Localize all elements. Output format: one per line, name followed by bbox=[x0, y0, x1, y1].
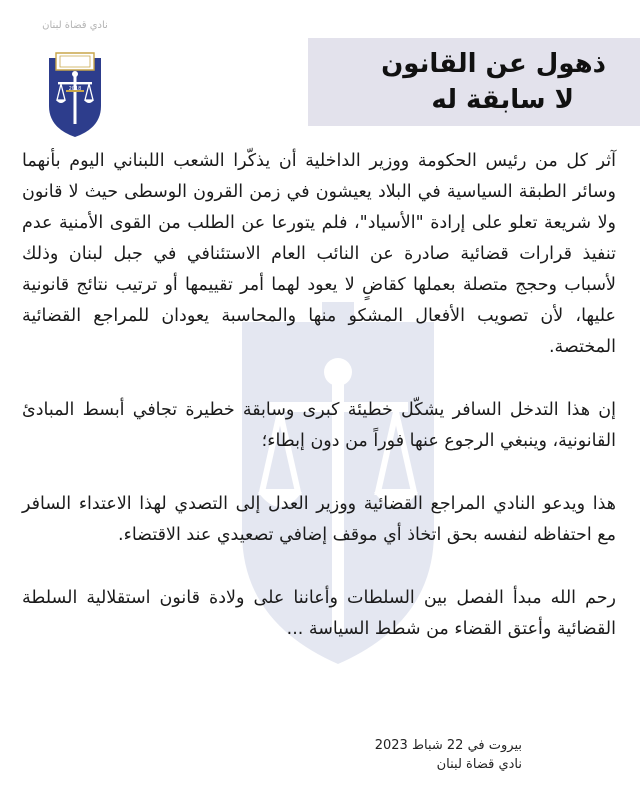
page-subtitle: لا سابقة له bbox=[431, 85, 574, 115]
logo-caption: نادي قضاة لبنان bbox=[42, 20, 108, 31]
paragraph-1: آثر كل من رئيس الحكومة ووزير الداخلية أن يذكّرا الشعب اللبناني اليوم بأنهما وسائر الطبقة السياسية في البلاد يعيشون في زمن القرون الوسطى حيث لا قانون ولا شريعة تعلو على إرادة "الأسياد"، فلم يتورعا عن الطلب من القوى الأمنية عدم تنفيذ قرارات قضائية صادرة عن النائب العام الاستئنافي في جبل لبنان وذلك لأسباب وحجج متصلة بعملها كقاضٍ لا يعود لهما أمر تقييمها أو ترتيب نتائج قانونية عليها، لأن تصويب الأفعال المشكو منها والمحاسبة يعودان للمراجع القضائية المختصة. bbox=[22, 151, 616, 357]
paragraph-4: رحم الله مبدأ الفصل بين السلطات وأعاننا على ولادة قانون استقلالية السلطة القضائية وأعتق القضاء من شطط السياسة ... bbox=[22, 588, 616, 639]
place-and-date: بيروت في 22 شباط 2023 bbox=[374, 738, 522, 753]
club-logo bbox=[34, 14, 116, 138]
paragraph-3: هذا ويدعو النادي المراجع القضائية ووزير العدل إلى التصدي لهذا الاعتداء السافر مع احتفاظه لنفسه بحق اتخاذ أي موقف إضافي تصعيدي عند الاقتضاء. bbox=[22, 494, 616, 545]
page-title: ذهول عن القانون bbox=[381, 49, 606, 79]
judges-club-shield-icon bbox=[46, 50, 104, 138]
logo-year: 2018 bbox=[68, 86, 82, 92]
signatory: نادي قضاة لبنان bbox=[436, 757, 522, 772]
paragraph-2: إن هذا التدخل السافر يشكّل خطيئة كبرى وسابقة خطيرة تجافي أبسط المبادئ القانونية، وينبغي الرجوع عنها فوراً من دون إبطاء؛ bbox=[22, 400, 616, 451]
title-banner bbox=[308, 38, 640, 126]
signature-block bbox=[375, 736, 522, 774]
statement-body bbox=[22, 146, 616, 677]
